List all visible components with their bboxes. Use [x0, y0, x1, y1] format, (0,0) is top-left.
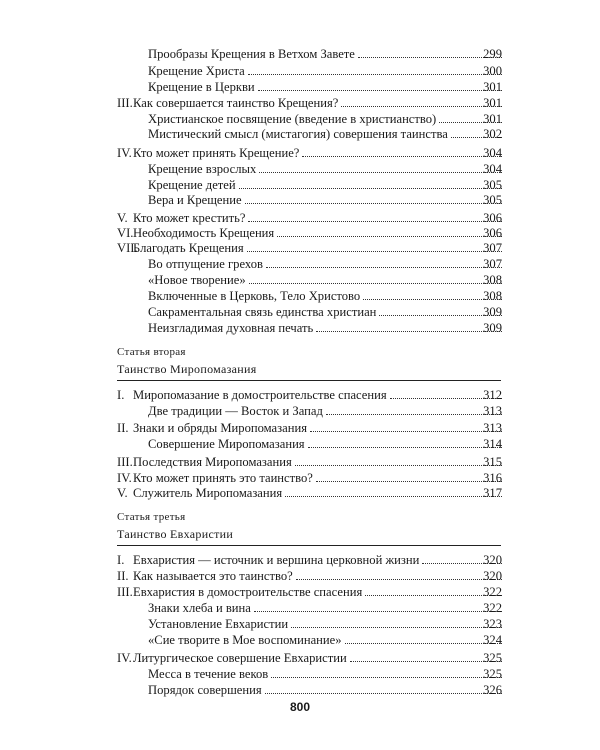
toc-entry	[0, 127, 600, 142]
leader-dots	[341, 98, 502, 107]
toc-entry-page: 315	[483, 455, 502, 469]
toc-entry	[0, 64, 600, 79]
toc-entry-number: III.	[117, 96, 133, 110]
leader-dots	[296, 571, 502, 580]
toc-entry-page: 309	[483, 305, 502, 319]
article-label: Статья вторая	[117, 346, 186, 358]
toc-entry	[0, 321, 600, 336]
toc-entry-page: 307	[483, 241, 502, 255]
toc-entry-text: Крещение в Церкви	[148, 80, 255, 94]
toc-entry-text: Миропомазание в домостроительстве спасения	[133, 388, 387, 402]
toc-entry-text: Включенные в Церковь, Тело Христово	[148, 289, 361, 303]
toc-entry	[0, 633, 600, 648]
toc-entry-text: Месса в течение веков	[148, 667, 269, 681]
toc-entry	[0, 226, 600, 241]
toc-entry-text: Евхаристия в домостроительстве спасения	[133, 585, 363, 599]
toc-entry	[0, 162, 600, 177]
toc-entry-text: Сакраментальная связь единства христиан	[148, 305, 377, 319]
toc-entry	[0, 388, 600, 403]
leader-dots	[248, 213, 502, 222]
toc-entry-number: III.	[117, 455, 133, 469]
leader-dots	[345, 635, 502, 644]
toc-entry	[0, 455, 600, 470]
toc-entry	[0, 437, 600, 452]
toc-entry-page: 314	[483, 437, 502, 451]
toc-entry-number: I.	[117, 388, 125, 402]
leader-dots	[310, 423, 502, 432]
leader-dots	[254, 603, 502, 612]
toc-entry-page: 301	[483, 96, 502, 110]
toc-entry-text: Знаки хлеба и вина	[148, 601, 251, 615]
toc-entry	[0, 146, 600, 161]
toc-entry-number: I.	[117, 553, 125, 567]
toc-entry	[0, 211, 600, 226]
leader-dots	[302, 148, 502, 157]
toc-entry	[0, 585, 600, 600]
toc-entry-page: 325	[483, 651, 502, 665]
toc-entry-number: IV.	[117, 651, 132, 665]
toc-entry-text: Литургическое совершение Евхаристии	[133, 651, 347, 665]
leader-dots	[266, 259, 502, 268]
toc-entry-page: 313	[483, 421, 502, 435]
leader-dots	[265, 685, 502, 694]
leader-dots	[247, 243, 502, 252]
toc-entry-text: Как совершается таинство Крещения?	[133, 96, 339, 110]
toc-entry-number: II.	[117, 421, 129, 435]
toc-entry-text: Как называется это таинство?	[133, 569, 293, 583]
toc-entry-text: Совершение Миропомазания	[148, 437, 305, 451]
toc-entry	[0, 569, 600, 584]
toc-entry	[0, 617, 600, 632]
page-number: 800	[289, 700, 311, 714]
toc-entry-text: Кто может принять это таинство?	[133, 471, 313, 485]
leader-dots	[239, 180, 502, 189]
leader-dots	[326, 406, 502, 415]
article-label: Статья третья	[117, 511, 186, 523]
toc-entry-page: 326	[483, 683, 502, 697]
toc-entry-page: 300	[483, 64, 502, 78]
toc-entry	[0, 553, 600, 568]
leader-dots	[248, 66, 502, 75]
toc-entry-page: 308	[483, 289, 502, 303]
toc-entry-page: 316	[483, 471, 502, 485]
toc-entry	[0, 289, 600, 304]
leader-dots	[245, 195, 502, 204]
leader-dots	[308, 439, 502, 448]
toc-entry-number: VI.	[117, 226, 134, 240]
toc-entry-number: V.	[117, 486, 128, 500]
toc-entry-text: Крещение детей	[148, 178, 236, 192]
toc-entry-number: V.	[117, 211, 128, 225]
toc-entry	[0, 471, 600, 486]
toc-entry-text: Кто может крестить?	[133, 211, 246, 225]
toc-entry-number: VII.	[117, 241, 138, 255]
toc-entry	[0, 667, 600, 682]
toc-entry-text: Две традиции — Восток и Запад	[148, 404, 323, 418]
toc-entry-page: 317	[483, 486, 502, 500]
leader-dots	[291, 619, 502, 628]
toc-entry-number: III.	[117, 585, 133, 599]
section-rule	[117, 545, 501, 546]
toc-entry	[0, 421, 600, 436]
toc-entry-text: Крещение Христа	[148, 64, 245, 78]
leader-dots	[258, 82, 502, 91]
toc-entry-number: II.	[117, 569, 129, 583]
toc-entry-page: 305	[483, 193, 502, 207]
toc-entry-text: Установление Евхаристии	[148, 617, 289, 631]
toc-entry-page: 306	[483, 211, 502, 225]
toc-entry-text: Необходимость Крещения	[133, 226, 275, 240]
toc-entry-page: 322	[483, 585, 502, 599]
toc-entry	[0, 80, 600, 95]
toc-entry-text: Благодать Крещения	[133, 241, 244, 255]
toc-entry	[0, 486, 600, 501]
toc-entry-page: 306	[483, 226, 502, 240]
toc-entry	[0, 241, 600, 256]
toc-entry-text: Евхаристия — источник и вершина церковной жизни	[133, 553, 420, 567]
toc-entry	[0, 178, 600, 193]
toc-entry-text: Знаки и обряды Миропомазания	[133, 421, 307, 435]
toc-entry-page: 299	[483, 47, 502, 61]
toc-entry-text: «Сие творите в Мое воспоминание»	[148, 633, 342, 647]
toc-entry-page: 320	[483, 553, 502, 567]
toc-entry-text: Кто может принять Крещение?	[133, 146, 300, 160]
toc-entry-text: Прообразы Крещения в Ветхом Завете	[148, 47, 355, 61]
toc-entry	[0, 112, 600, 127]
toc-entry-page: 301	[483, 80, 502, 94]
toc-entry	[0, 96, 600, 111]
toc-entry-page: 324	[483, 633, 502, 647]
toc-entry-page: 313	[483, 404, 502, 418]
toc-entry	[0, 273, 600, 288]
toc-entry	[0, 404, 600, 419]
leader-dots	[295, 457, 502, 466]
toc-entry	[0, 305, 600, 320]
toc-entry-text: Мистический смысл (мистагогия) совершения таинства	[148, 127, 448, 141]
toc-entry-text: Порядок совершения	[148, 683, 262, 697]
toc-entry-page: 302	[483, 127, 502, 141]
toc-entry-page: 305	[483, 178, 502, 192]
toc-entry	[0, 651, 600, 666]
toc-entry-text: Во отпущение грехов	[148, 257, 263, 271]
toc-entry-page: 309	[483, 321, 502, 335]
toc-entry-text: Последствия Миропомазания	[133, 455, 292, 469]
toc-entry-page: 320	[483, 569, 502, 583]
toc-entry-page: 325	[483, 667, 502, 681]
toc-entry-page: 301	[483, 112, 502, 126]
toc-entry-page: 304	[483, 146, 502, 160]
toc-entry	[0, 193, 600, 208]
toc-entry-text: Крещение взрослых	[148, 162, 257, 176]
leader-dots	[316, 473, 502, 482]
toc-entry	[0, 257, 600, 272]
toc-entry	[0, 601, 600, 616]
leader-dots	[285, 488, 502, 497]
toc-entry-page: 308	[483, 273, 502, 287]
toc-entry-text: «Новое творение»	[148, 273, 246, 287]
article-title: Таинство Миропомазания	[117, 362, 257, 376]
toc-entry-page: 307	[483, 257, 502, 271]
toc-entry-number: IV.	[117, 146, 132, 160]
toc-entry-page: 323	[483, 617, 502, 631]
toc-entry-page: 304	[483, 162, 502, 176]
article-title: Таинство Евхаристии	[117, 527, 234, 541]
toc-entry-number: IV.	[117, 471, 132, 485]
leader-dots	[249, 275, 502, 284]
toc-entry-text: Христианское посвящение (введение в христианство)	[148, 112, 437, 126]
leader-dots	[277, 228, 502, 237]
toc-entry-text: Вера и Крещение	[148, 193, 242, 207]
section-rule	[117, 380, 501, 381]
leader-dots	[259, 164, 502, 173]
toc-entry	[0, 683, 600, 698]
toc-entry-page: 312	[483, 388, 502, 402]
toc-entry-text: Неизгладимая духовная печать	[148, 321, 314, 335]
toc-entry	[0, 47, 600, 62]
leader-dots	[271, 669, 502, 678]
toc-entry-page: 322	[483, 601, 502, 615]
leader-dots	[316, 323, 502, 332]
toc-entry-text: Служитель Миропомазания	[133, 486, 283, 500]
